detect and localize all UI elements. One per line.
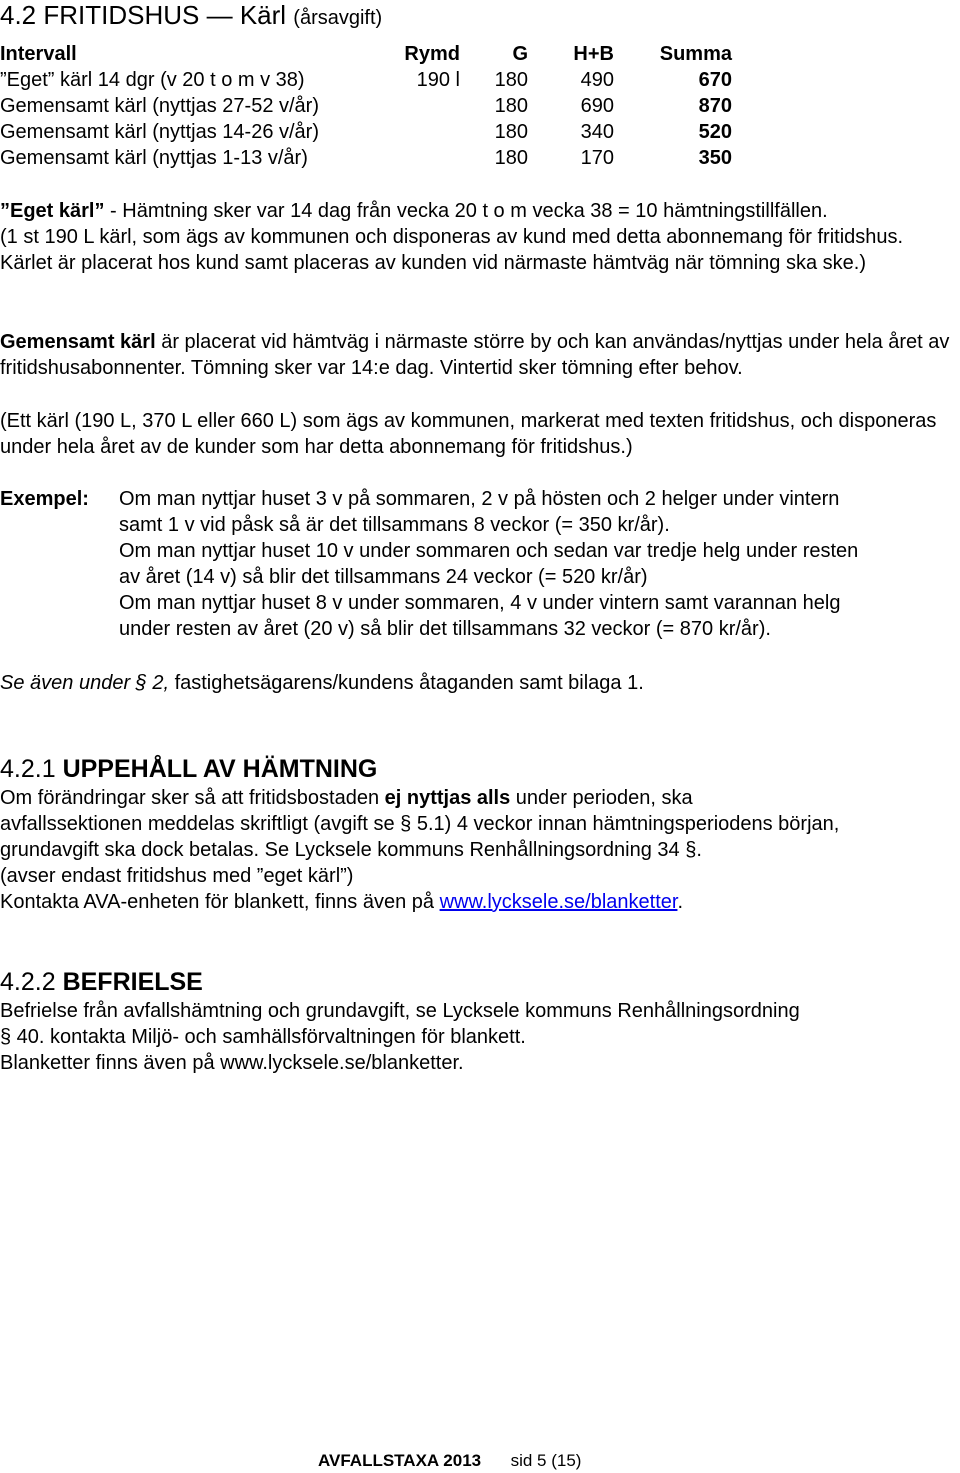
section-421-text: . (677, 891, 684, 913)
section-422-line: Blanketter finns även på www.lycksele.se/blanketter. (0, 1052, 464, 1074)
cell-sum: 870 (698, 95, 732, 117)
blanketter-link[interactable]: www.lycksele.se/blanketter (439, 891, 678, 913)
example-line: under resten av året (20 v) så blir det tillsammans 32 veckor (= 870 kr/år). (119, 618, 771, 640)
section-421-title: UPPEHÅLL AV HÄMTNING (62, 755, 378, 783)
example-line: Om man nyttjar huset 10 v under sommaren och sedan var tredje helg under resten (119, 540, 859, 562)
see-also-italic: Se även under § 2, (0, 672, 170, 694)
section-421-line (0, 889, 683, 915)
gemensamt-karl-paragraph-2 (0, 408, 956, 460)
gemensamt-karl-text: är placerat vid hämtväg i närmaste större by och kan användas/nyttjas under hela året av fritidshusabonnenter. Tömning sker var 14:e dag. Vintertid sker tömning efter behov. (0, 331, 950, 379)
header-hb: H+B (573, 43, 614, 65)
cell-hb: 170 (580, 147, 614, 169)
section-422-heading (0, 967, 203, 997)
page-title (0, 0, 382, 33)
cell-interval: Gemensamt kärl (nyttjas 27-52 v/år) (0, 95, 319, 117)
section-421-bold: ej nyttjas alls (384, 787, 511, 809)
see-also-rest: fastighetsägarens/kundens åtaganden samt bilaga 1. (169, 672, 644, 694)
table-row (0, 145, 960, 171)
section-422-line: § 40. kontakta Miljö- och samhällsförvaltningen för blankett. (0, 1026, 526, 1048)
section-421-line: grundavgift ska dock betalas. Se Lycksele kommuns Renhållningsordning 34 §. (0, 839, 702, 861)
gemensamt-karl-paragraph (0, 329, 956, 381)
gemensamt-karl-text-2: (Ett kärl (190 L, 370 L eller 660 L) som ägs av kommunen, markerat med texten fritidshus, och disponeras under hela året av de kunder som har detta abonnemang för fritidshus.) (0, 410, 937, 458)
cell-sum: 350 (698, 147, 732, 169)
section-421-text: Om förändringar sker så att fritidsbostaden (0, 787, 385, 809)
table-row (0, 93, 960, 119)
table-header-row (0, 41, 960, 67)
header-volume: Rymd (404, 43, 460, 65)
footer-doc-title: AVFALLSTAXA 2013 (318, 1451, 482, 1470)
page-footer (318, 1450, 581, 1472)
section-422-title: BEFRIELSE (62, 968, 203, 996)
section-421-text: under perioden, ska (510, 787, 693, 809)
section-421-line: (avser endast fritidshus med ”eget kärl”) (0, 865, 354, 887)
cell-g: 180 (494, 121, 528, 143)
example-line: Om man nyttjar huset 3 v på sommaren, 2 v på hösten och 2 helger under vintern (119, 488, 840, 510)
section-421-line: avfallssektionen meddelas skriftligt (avgift se § 5.1) 4 veckor innan hämtningsperiodens början, (0, 813, 840, 835)
section-422-line: Befrielse från avfallshämtning och grundavgift, se Lycksele kommuns Renhållningsordning (0, 1000, 800, 1022)
section-421-line (0, 785, 693, 811)
section-421-heading (0, 754, 377, 784)
cell-sum: 520 (698, 121, 732, 143)
example-line: samt 1 v vid påsk så är det tillsammans 8 veckor (= 350 kr/år). (119, 514, 670, 536)
eget-karl-text-1: - Hämtning sker var 14 dag från vecka 20 t o m vecka 38 = 10 hämtningstillfällen. (104, 200, 828, 222)
example-line: av året (14 v) så blir det tillsammans 24 veckor (= 520 kr/år) (119, 566, 648, 588)
table-row (0, 67, 960, 93)
gemensamt-karl-term: Gemensamt kärl (0, 331, 156, 353)
title-text: 4.2 FRITIDSHUS — Kärl (0, 0, 287, 30)
cell-hb: 340 (580, 121, 614, 143)
section-421-number: 4.2.1 (0, 755, 56, 783)
header-g: G (512, 43, 528, 65)
eget-karl-term: ”Eget kärl” (0, 200, 105, 222)
section-421-text: Kontakta AVA-enheten för blankett, finns även på (0, 891, 440, 913)
cell-g: 180 (494, 147, 528, 169)
footer-page-number: sid 5 (15) (510, 1451, 582, 1470)
header-sum: Summa (659, 43, 732, 65)
cell-g: 180 (494, 69, 528, 91)
cell-interval: ”Eget” kärl 14 dgr (v 20 t o m v 38) (0, 69, 305, 91)
cell-hb: 690 (580, 95, 614, 117)
section-422-number: 4.2.2 (0, 968, 56, 996)
example-label: Exempel: (0, 488, 89, 510)
cell-sum: 670 (698, 69, 732, 91)
eget-karl-paragraph (0, 198, 956, 276)
cell-volume: 190 l (416, 69, 460, 91)
table-row (0, 119, 960, 145)
eget-karl-text-2: (1 st 190 L kärl, som ägs av kommunen och disponeras av kund med detta abonnemang för fritidshus. Kärlet är placerat hos kund samt placeras av kunden vid närmaste hämtväg när tömning ska ske.) (0, 226, 904, 274)
example-line: Om man nyttjar huset 8 v under sommaren, 4 v under vintern samt varannan helg (119, 592, 841, 614)
cell-g: 180 (494, 95, 528, 117)
cell-interval: Gemensamt kärl (nyttjas 14-26 v/år) (0, 121, 319, 143)
header-interval: Intervall (0, 43, 77, 65)
see-also-line (0, 670, 644, 696)
title-subtitle: (årsavgift) (293, 7, 383, 29)
cell-interval: Gemensamt kärl (nyttjas 1-13 v/år) (0, 147, 308, 169)
cell-hb: 490 (580, 69, 614, 91)
